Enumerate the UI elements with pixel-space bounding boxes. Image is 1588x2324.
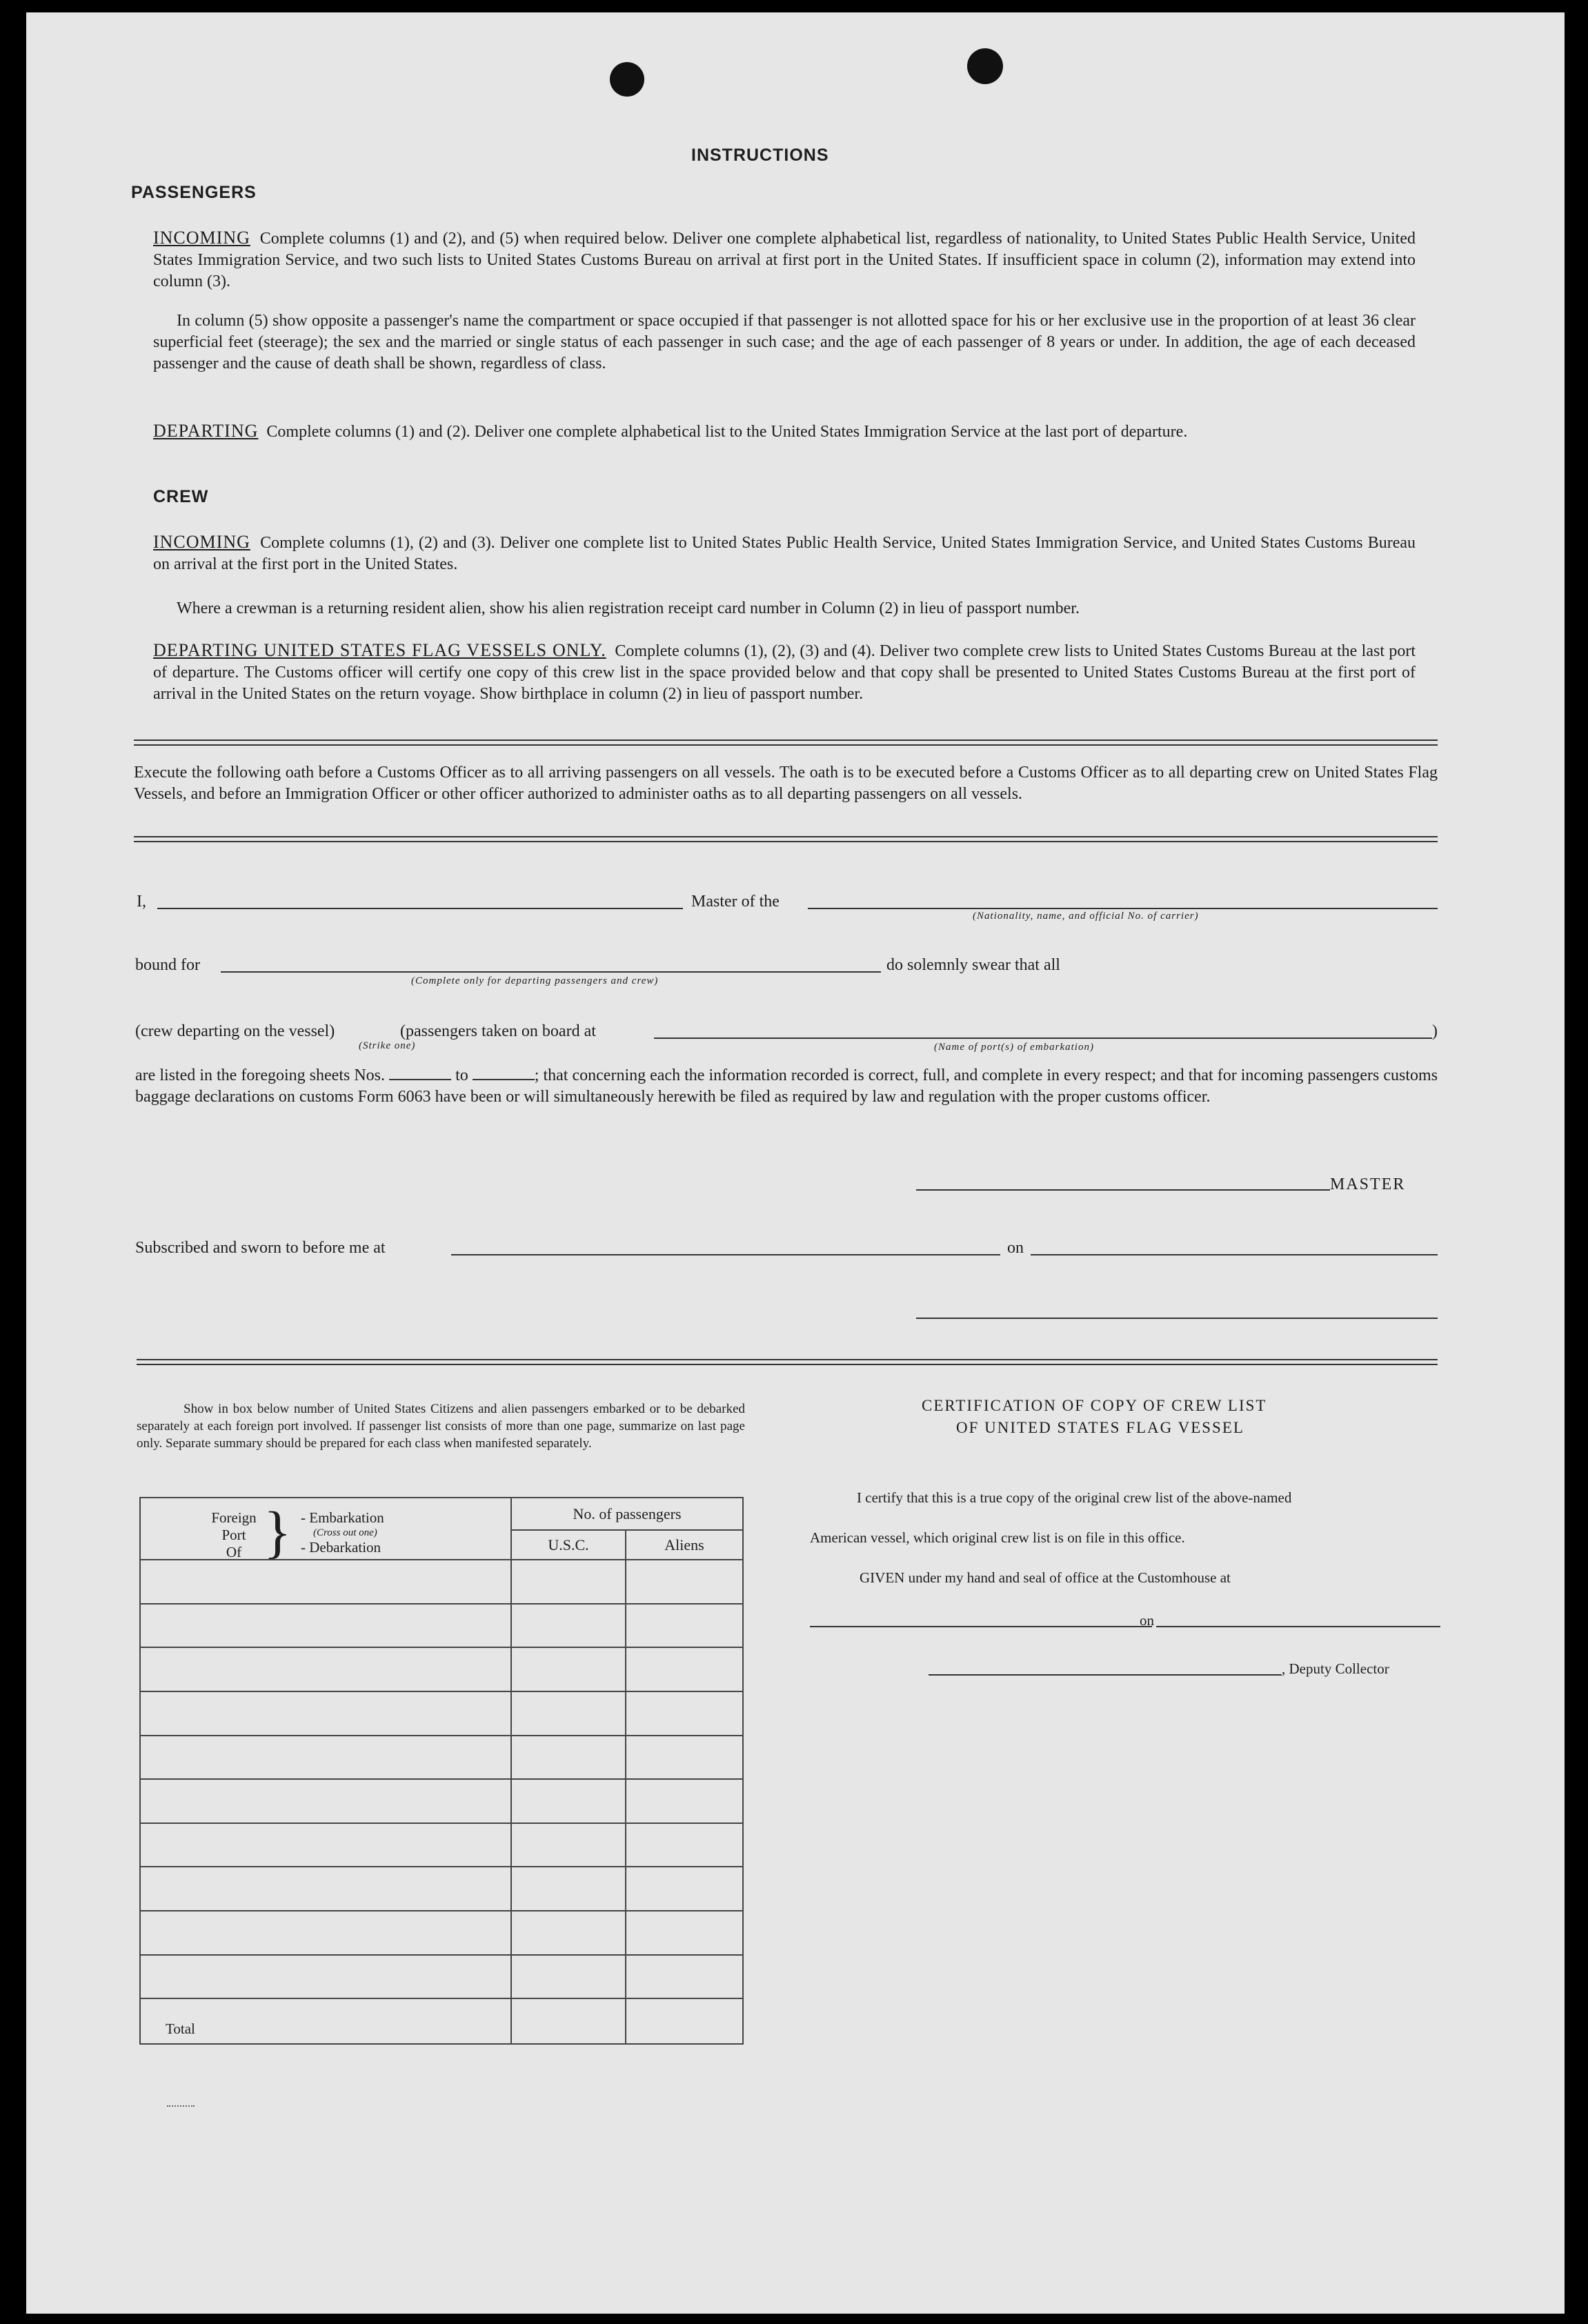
certification-title-line2: OF UNITED STATES FLAG VESSEL (956, 1419, 1244, 1436)
port-cell[interactable] (140, 1867, 511, 1911)
passengers-taken-option[interactable]: (passengers taken on board at (400, 1022, 596, 1040)
vessel-field-caption: (Nationality, name, and official No. of carrier) (973, 911, 1199, 922)
master-label: MASTER (1330, 1175, 1406, 1193)
usc-cell[interactable] (511, 1779, 626, 1823)
table-row (140, 1779, 743, 1823)
passengers-departing-label: DEPARTING (153, 421, 259, 441)
cross-out-caption: (Cross out one) (313, 1527, 377, 1538)
column5-paragraph: In column (5) show opposite a passenger's name the compartment or space occupied if that passenger is not allotted space for his or her exclusive use in the proportion of at least 36 clear superficial feet (steerage); the sex and the married or single status of each passenger in such case; and the age of each passenger of 8 years or under. In addition, the age of each deceased passenger and the cause of death shall be shown, regardless of class. (153, 312, 1416, 373)
divider-summary-bottom (137, 1364, 1438, 1365)
total-label: Total (140, 1998, 511, 2044)
usc-cell[interactable] (511, 1647, 626, 1691)
certification-on-label: on (1140, 1612, 1154, 1629)
oath-listed-paragraph (135, 1065, 1438, 1108)
certification-text-line2: American vessel, which original crew list is on file in this office. (810, 1529, 1185, 1546)
certification-given: GIVEN under my hand and seal of office at the Customhouse at (860, 1569, 1231, 1586)
no-of-passengers-header: No. of passengers (511, 1498, 743, 1530)
sheet-to-field[interactable] (473, 1065, 535, 1080)
usc-header: U.S.C. (511, 1530, 626, 1560)
crew-departing-text: Complete columns (1), (2), (3) and (4). Deliver two complete crew lists to United States Customs Bureau at the last port of departure. The Customs officer will certify one copy of this crew list in the space provided below and that copy shall be presented to United States Customs Bureau at the first port of arrival in the United States on the return voyage. Show birthplace in column (2) in lieu of passport number. (153, 642, 1416, 703)
crew-incoming-text: Complete columns (1), (2) and (3). Deliver one complete list to United States Public Health Service, United States Immigration Service, and United States Customs Bureau on arrival at the first port in the United States. (153, 534, 1416, 573)
subscribed-date-field[interactable] (1031, 1254, 1438, 1255)
table-row (140, 1560, 743, 1604)
bound-for-caption: (Complete only for departing passengers and crew) (411, 975, 659, 986)
embarkation-option[interactable]: - Embarkation (301, 1509, 384, 1526)
divider-summary-top (137, 1359, 1438, 1360)
aliens-cell[interactable] (626, 1955, 743, 1999)
usc-cell[interactable] (511, 1691, 626, 1736)
subscribed-place-field[interactable] (451, 1254, 1000, 1255)
table-row (140, 1911, 743, 1955)
usc-cell[interactable] (511, 1736, 626, 1780)
divider-oath-top (134, 836, 1438, 837)
crew-incoming-paragraph (153, 531, 1416, 575)
close-paren: ) (1432, 1022, 1438, 1040)
port-cell[interactable] (140, 1647, 511, 1691)
total-aliens-cell[interactable] (626, 1998, 743, 2044)
oath-bound-for-label: bound for (135, 956, 200, 974)
aliens-cell[interactable] (626, 1779, 743, 1823)
port-cell[interactable] (140, 1560, 511, 1604)
port-cell[interactable] (140, 1779, 511, 1823)
divider-double-top (134, 739, 1438, 741)
port-label: Port (221, 1527, 246, 1543)
usc-cell[interactable] (511, 1911, 626, 1955)
passengers-incoming-paragraph (153, 227, 1416, 292)
master-signature-field[interactable] (916, 1189, 1330, 1191)
vessel-field[interactable] (808, 908, 1438, 909)
certification-title-line1: CERTIFICATION OF COPY OF CREW LIST (922, 1397, 1267, 1414)
port-cell[interactable] (140, 1604, 511, 1648)
table-row (140, 1823, 743, 1867)
embarkation-port-caption: (Name of port(s) of embarkation) (934, 1042, 1094, 1053)
port-cell[interactable] (140, 1955, 511, 1999)
total-row (140, 1998, 743, 2044)
debarkation-option[interactable]: - Debarkation (301, 1539, 381, 1556)
deputy-collector-signature-field[interactable] (929, 1674, 1282, 1676)
crew-departing-option[interactable]: (crew departing on the vessel) (135, 1022, 335, 1040)
foreign-port-header (140, 1498, 511, 1565)
table-row (140, 1867, 743, 1911)
summary-instructions: Show in box below number of United States Citizens and alien passengers embarked or to be debarked separately at each foreign port involved. If passenger list consists of more than one page, summarize on last page only. Separate summary should be prepared for each class when manifested separately. (137, 1402, 745, 1451)
passenger-summary-table (139, 1497, 744, 2045)
officer-signature-field[interactable] (916, 1318, 1438, 1319)
listed-prefix: are listed in the foregoing sheets Nos. (135, 1066, 386, 1084)
divider-oath-bottom (134, 841, 1438, 842)
passengers-incoming-text: Complete columns (1) and (2), and (5) when required below. Deliver one complete alphabetical list, regardless of nationality, to United States Public Health Service, United States Immigration Service, and two such lists to United States Customs Bureau on arrival at first port in the United States. If insufficient space in column (2), information may extend into column (3). (153, 230, 1416, 290)
stray-mark (167, 2085, 195, 2107)
master-name-field[interactable] (157, 908, 683, 909)
table-row (140, 1647, 743, 1691)
of-label: Of (226, 1544, 242, 1560)
bound-for-field[interactable] (221, 971, 881, 973)
subscribed-on-label: on (1007, 1239, 1024, 1257)
sheet-from-field[interactable] (389, 1065, 451, 1080)
table-row (140, 1955, 743, 1999)
crew-departing-paragraph (153, 639, 1416, 705)
passengers-incoming-label: INCOMING (153, 228, 250, 248)
aliens-cell[interactable] (626, 1691, 743, 1736)
customhouse-field[interactable] (810, 1626, 1152, 1627)
passengers-departing-paragraph (153, 420, 1416, 443)
total-usc-cell[interactable] (511, 1998, 626, 2044)
subscribed-label: Subscribed and sworn to before me at (135, 1239, 386, 1257)
crew-heading: CREW (153, 487, 209, 506)
punch-hole-right (967, 48, 1003, 84)
port-cell[interactable] (140, 1911, 511, 1955)
usc-cell[interactable] (511, 1604, 626, 1648)
aliens-cell[interactable] (626, 1823, 743, 1867)
table-row (140, 1691, 743, 1736)
strike-one-caption: (Strike one) (359, 1040, 416, 1051)
punch-hole-left (610, 62, 644, 97)
usc-cell[interactable] (511, 1955, 626, 1999)
crew-departing-label: DEPARTING UNITED STATES FLAG VESSELS ONLY. (153, 640, 606, 660)
listed-suffix: ; that concerning each the information recorded is correct, full, and complete in every respect; and that for incoming passengers customs baggage declarations on customs Form 6063 have been or will simultaneously herewith be filed as required by law and regulation with the proper customs officer. (135, 1066, 1438, 1106)
deputy-collector-label: , Deputy Collector (1282, 1660, 1389, 1677)
oath-master-of-label: Master of the (691, 893, 780, 911)
listed-to: to (455, 1066, 468, 1084)
aliens-cell[interactable] (626, 1647, 743, 1691)
brace-icon: } (264, 1500, 292, 1565)
aliens-cell[interactable] (626, 1560, 743, 1604)
embarkation-port-field[interactable] (654, 1037, 1432, 1039)
oath-intro-paragraph: Execute the following oath before a Customs Officer as to all arriving passengers on all vessels. The oath is to be executed before a Customs Officer as to all departing crew on United States Flag Vessels, and before an Immigration Officer or other officer authorized to administer oaths as to all departing passengers on all vessels. (134, 764, 1438, 803)
certification-text-line1: I certify that this is a true copy of the original crew list of the above-named (857, 1489, 1292, 1506)
aliens-cell[interactable] (626, 1604, 743, 1648)
aliens-header: Aliens (626, 1530, 743, 1560)
foreign-label: Foreign (211, 1509, 257, 1526)
aliens-cell[interactable] (626, 1911, 743, 1955)
form-page (26, 12, 1565, 2314)
port-cell[interactable] (140, 1736, 511, 1780)
table-row (140, 1736, 743, 1780)
page-title: INSTRUCTIONS (691, 146, 829, 165)
usc-cell[interactable] (511, 1867, 626, 1911)
passengers-departing-text: Complete columns (1) and (2). Deliver one complete alphabetical list to the United States Immigration Service at the last port of departure. (266, 423, 1188, 441)
crew-resident-paragraph: Where a crewman is a returning resident alien, show his alien registration receipt card number in Column (2) in lieu of passport number. (177, 599, 1080, 617)
divider-double-bottom (134, 744, 1438, 746)
table-row (140, 1604, 743, 1648)
certification-date-field[interactable] (1156, 1626, 1440, 1627)
port-cell[interactable] (140, 1823, 511, 1867)
crew-incoming-label: INCOMING (153, 532, 250, 552)
passengers-heading: PASSENGERS (131, 183, 257, 202)
oath-i-label: I, (137, 893, 146, 911)
aliens-cell[interactable] (626, 1867, 743, 1911)
aliens-cell[interactable] (626, 1736, 743, 1780)
oath-swear-text: do solemnly swear that all (886, 956, 1060, 974)
port-cell[interactable] (140, 1691, 511, 1736)
usc-cell[interactable] (511, 1560, 626, 1604)
usc-cell[interactable] (511, 1823, 626, 1867)
